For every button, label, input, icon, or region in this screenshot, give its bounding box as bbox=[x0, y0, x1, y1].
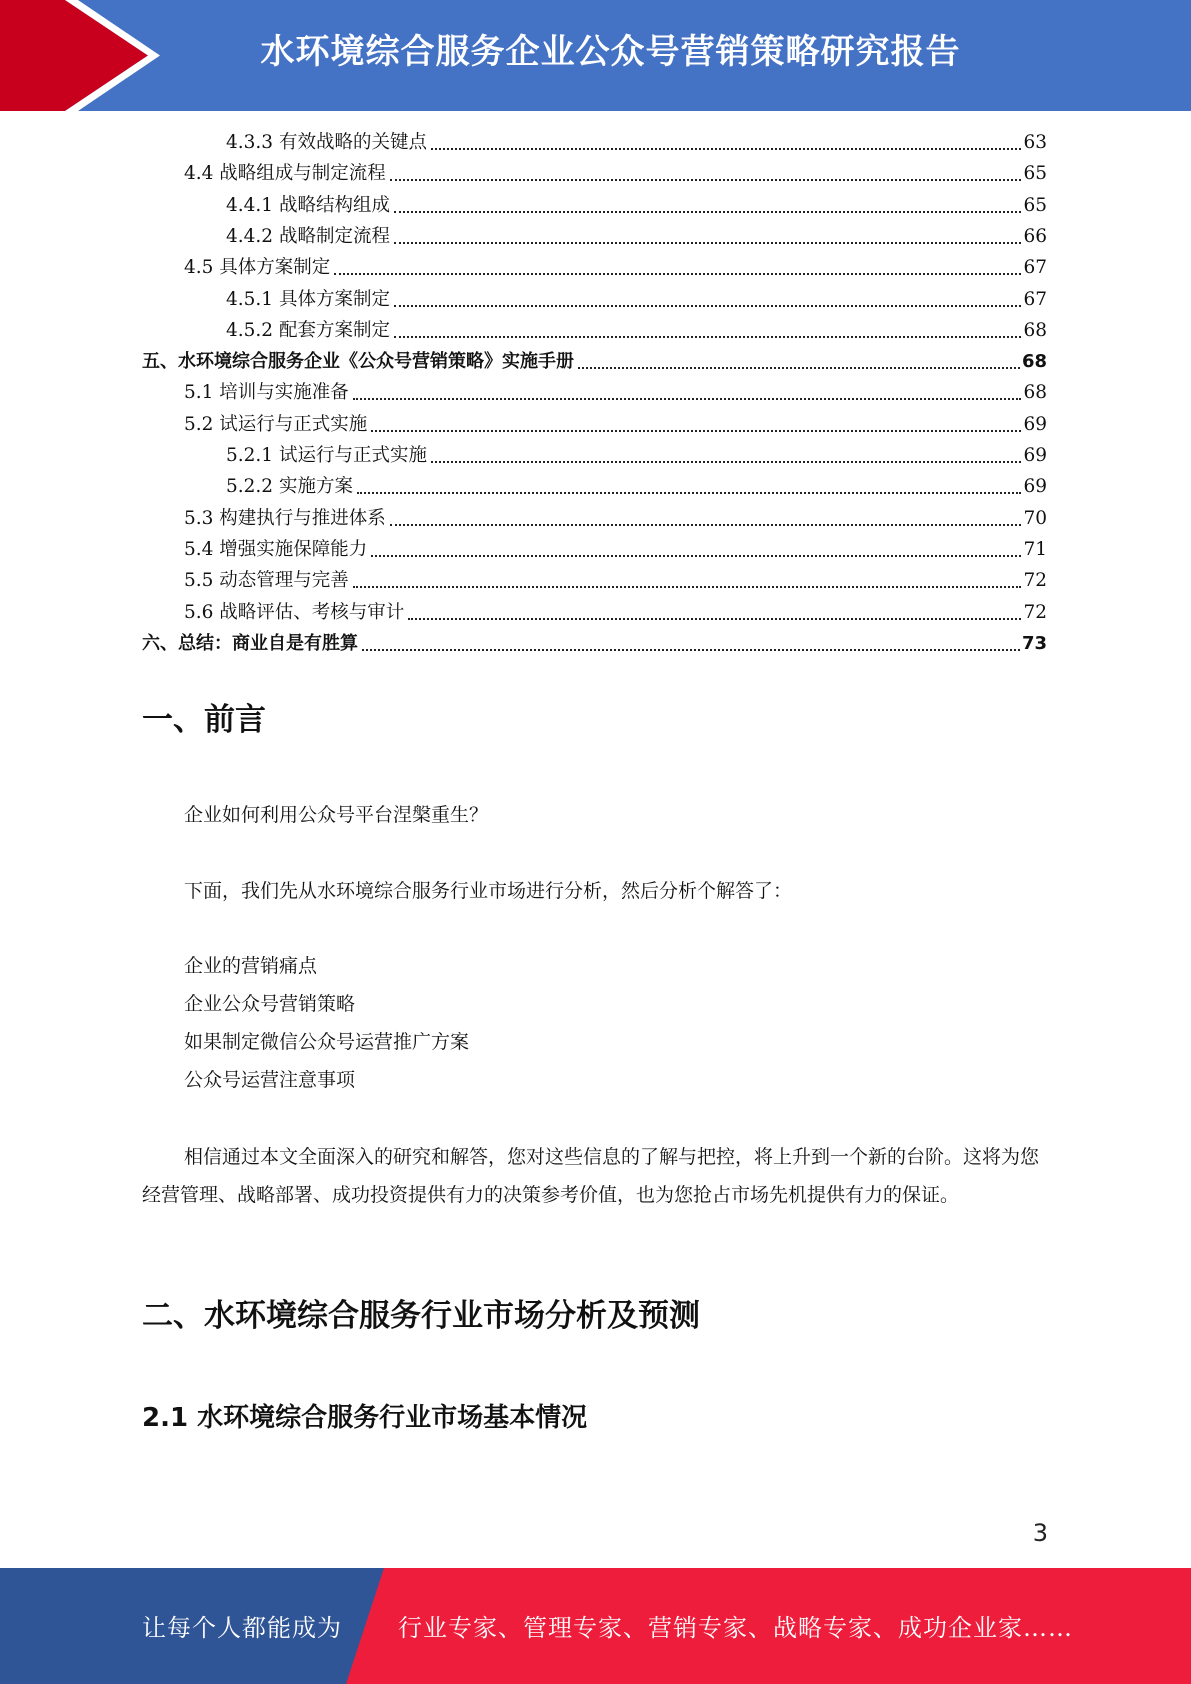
list-item: 企业的营销痛点 bbox=[184, 955, 318, 977]
toc-dot-leader bbox=[357, 492, 1022, 494]
toc-entry-label: 5.2.2 实施方案 bbox=[226, 476, 353, 498]
list-item: 企业公众号营销策略 bbox=[184, 993, 356, 1015]
toc-entry-label: 4.4 战略组成与制定流程 bbox=[184, 163, 386, 185]
toc-entry-label: 5.4 增强实施保障能力 bbox=[184, 538, 368, 560]
section-heading-market: 二、水环境综合服务行业市场分析及预测 bbox=[142, 1298, 700, 1334]
toc-entry-label: 5.2.1 试运行与正式实施 bbox=[226, 445, 427, 466]
toc-entry[interactable] bbox=[142, 346, 1047, 377]
toc-entry-page: 68 bbox=[1023, 319, 1047, 341]
toc-dot-leader bbox=[362, 649, 1020, 651]
toc-entry-page: 66 bbox=[1023, 225, 1047, 247]
toc-entry-label: 5.2 试运行与正式实施 bbox=[184, 413, 368, 435]
section-heading-preface: 一、前言 bbox=[142, 702, 266, 738]
toc-entry[interactable] bbox=[184, 158, 1047, 189]
toc-dot-leader bbox=[371, 430, 1021, 432]
toc-entry-label: 4.5 具体方案制定 bbox=[184, 257, 331, 279]
toc-entry-label: 5.5 动态管理与完善 bbox=[184, 570, 349, 592]
footer-slogan-left: 让每个人都能成为 bbox=[142, 1614, 342, 1642]
toc-entry-label: 4.4.1 战略结构组成 bbox=[226, 194, 390, 216]
toc-dot-leader bbox=[371, 555, 1021, 557]
toc-dot-leader bbox=[578, 367, 1020, 369]
toc-entry-page: 71 bbox=[1023, 538, 1047, 560]
toc-entry[interactable] bbox=[184, 252, 1047, 283]
toc-entry-label: 4.4.2 战略制定流程 bbox=[226, 225, 390, 247]
toc-entry-page: 65 bbox=[1023, 163, 1047, 185]
toc-dot-leader bbox=[394, 336, 1021, 338]
toc-dot-leader bbox=[394, 211, 1021, 213]
toc-entry-page: 69 bbox=[1023, 476, 1047, 498]
toc-dot-leader bbox=[390, 524, 1022, 526]
toc-entry-label: 5.1 培训与实施准备 bbox=[184, 382, 349, 404]
toc-entry[interactable] bbox=[184, 565, 1047, 596]
toc-entry-page: 69 bbox=[1023, 445, 1047, 466]
toc-entry-page: 67 bbox=[1023, 288, 1047, 310]
report-title: 水环境综合服务企业公众号营销策略研究报告 bbox=[260, 32, 961, 72]
toc-entry-label: 六、总结：商业自是有胜算 bbox=[142, 632, 358, 654]
preface-closing: 相信通过本文全面深入的研究和解答，您对这些信息的了解与把控，将上升到一个新的台阶。这将为您经营管理、战略部署、成功投资提供有力的决策参考价值，也为您抢占市场先机提供有力的保证。 bbox=[142, 1146, 1040, 1206]
toc-entry[interactable] bbox=[226, 315, 1047, 346]
list-item: 如果制定微信公众号运营推广方案 bbox=[184, 1031, 470, 1053]
toc-entry[interactable] bbox=[184, 534, 1047, 565]
footer-slogan-right: 行业专家、管理专家、营销专家、战略专家、成功企业家…… bbox=[398, 1614, 1073, 1642]
toc-dot-leader bbox=[431, 148, 1021, 150]
toc-entry[interactable] bbox=[226, 284, 1047, 315]
toc-entry-page: 68 bbox=[1021, 351, 1047, 373]
toc-dot-leader bbox=[334, 273, 1021, 275]
page-number: 3 bbox=[1032, 1519, 1048, 1547]
preface-question: 企业如何利用公众号平台涅槃重生？ bbox=[184, 804, 489, 826]
toc-entry-page: 68 bbox=[1023, 382, 1047, 404]
toc-entry-page: 73 bbox=[1021, 632, 1047, 654]
preface-intro: 下面，我们先从水环境综合服务行业市场进行分析，然后分析个解答了： bbox=[184, 880, 793, 902]
toc-entry[interactable] bbox=[184, 377, 1047, 408]
toc-entry-page: 72 bbox=[1023, 601, 1047, 623]
toc-entry[interactable] bbox=[226, 221, 1047, 252]
toc-entry-page: 70 bbox=[1023, 507, 1047, 529]
toc-dot-leader bbox=[353, 398, 1022, 400]
toc-entry-page: 65 bbox=[1023, 194, 1047, 216]
toc-dot-leader bbox=[394, 305, 1021, 307]
toc-entry-label: 4.5.1 具体方案制定 bbox=[226, 288, 390, 310]
toc-entry[interactable] bbox=[226, 471, 1047, 502]
toc-entry-label: 五、水环境综合服务企业《公众号营销策略》实施手册 bbox=[142, 351, 574, 373]
toc-entry-page: 72 bbox=[1023, 570, 1047, 592]
toc-dot-leader bbox=[353, 586, 1022, 588]
toc-entry-page: 67 bbox=[1023, 257, 1047, 279]
toc-entry[interactable] bbox=[184, 597, 1047, 628]
toc-entry[interactable] bbox=[226, 190, 1047, 221]
toc-entry-label: 5.3 构建执行与推进体系 bbox=[184, 507, 386, 529]
toc-entry-label: 5.6 战略评估、考核与审计 bbox=[184, 601, 405, 623]
page-footer bbox=[0, 1568, 1191, 1684]
toc-entry-label: 4.5.2 配套方案制定 bbox=[226, 319, 390, 341]
toc-entry[interactable] bbox=[184, 503, 1047, 534]
toc-entry-label: 4.3.3 有效战略的关键点 bbox=[226, 132, 427, 153]
header-chevron-decoration bbox=[0, 0, 160, 111]
subsection-heading: 2.1 水环境综合服务行业市场基本情况 bbox=[142, 1403, 588, 1433]
toc-dot-leader bbox=[394, 242, 1021, 244]
toc-entry[interactable] bbox=[226, 127, 1047, 158]
toc-entry[interactable] bbox=[142, 628, 1047, 659]
toc-dot-leader bbox=[408, 618, 1021, 620]
toc-entry[interactable] bbox=[226, 440, 1047, 471]
toc-entry-page: 69 bbox=[1023, 413, 1047, 435]
list-item: 公众号运营注意事项 bbox=[184, 1069, 356, 1091]
page-header bbox=[0, 0, 1191, 111]
toc-entry-page: 63 bbox=[1023, 132, 1047, 153]
toc-dot-leader bbox=[431, 461, 1021, 463]
toc-dot-leader bbox=[390, 179, 1022, 181]
toc-entry[interactable] bbox=[184, 409, 1047, 440]
